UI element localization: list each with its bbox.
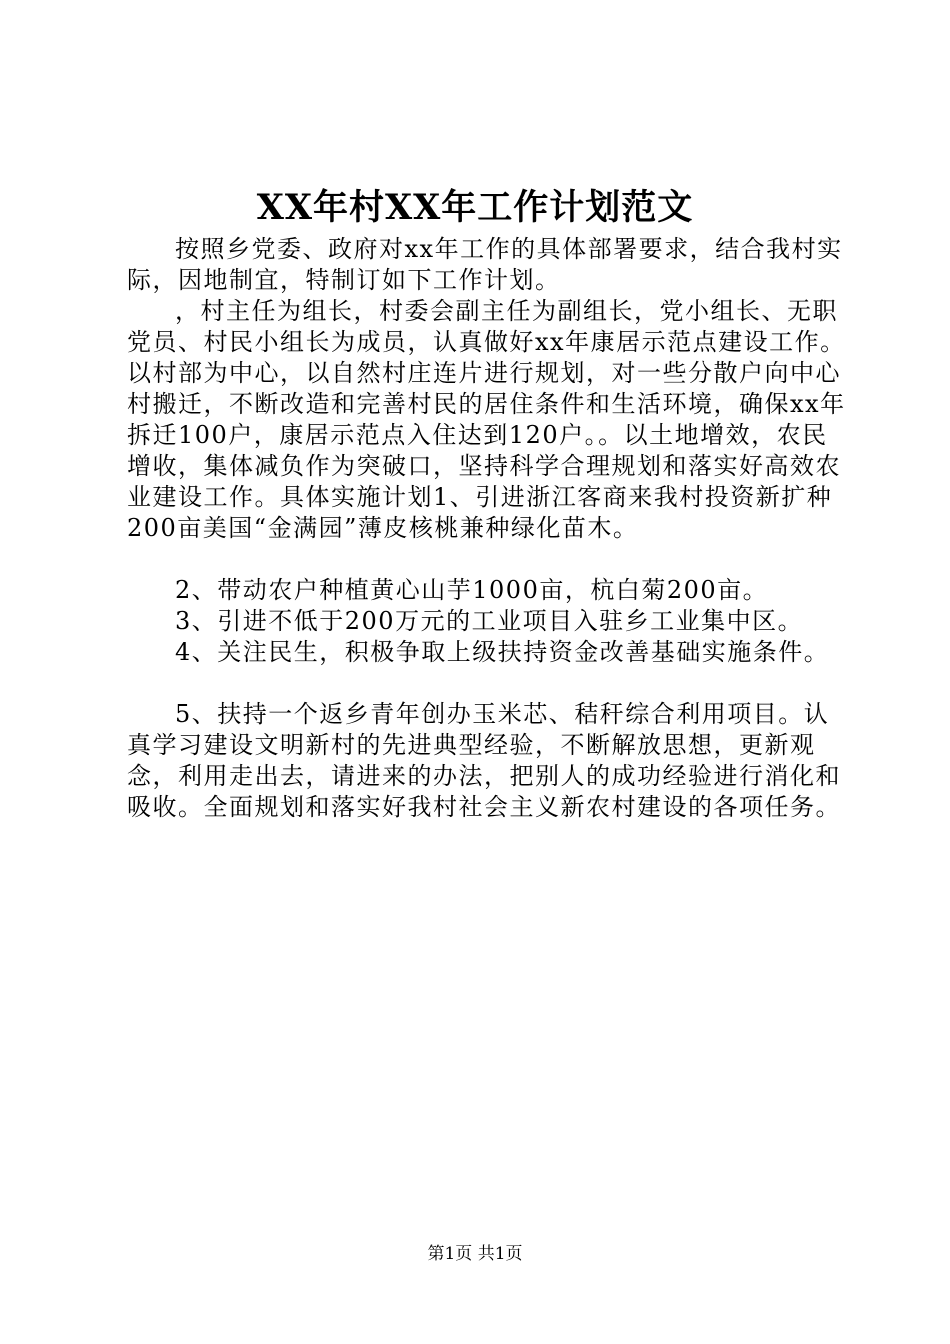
page-footer: 第1页 共1页 (427, 1244, 523, 1264)
document-body (127, 234, 847, 823)
paragraph-item-4: 4、关注民生，积极争取上级扶持资金改善基础实施条件。 (175, 638, 830, 666)
paragraph-plan: ，村主任为组长，村委会副主任为副组长，党小组长、无职党员、村民小组长为成员，认真做好xx年康居示范点建设工作。以村部为中心，以自然村庄连片进行规划，对一些分散户向中心村搬迁，不断改造和完善村民的居住条件和生活环境，确保xx年拆迁100户，康居示范点入住达到120户。。以土地增效，农民增收，集体减负作为突破口，坚持科学合理规划和落实好高效农业建设工作。具体实施计划1、引进浙江客商来我村投资新扩种200亩美国“金满园”薄皮核桃兼种绿化苗木。 (127, 297, 846, 542)
paragraph-item-5: 5、扶持一个返乡青年创办玉米芯、秸秆综合利用项目。认真学习建设文明新村的先进典型经验，不断解放思想，更新观念，利用走出去，请进来的办法，把别人的成功经验进行消化和吸收。全面规划和落实好我村社会主义新农村建设的各项任务。 (127, 700, 841, 821)
document-title: XX年村XX年工作计划范文 (256, 187, 694, 228)
paragraph-item-2: 2、带动农户种植黄心山芋1000亩，杭白菊200亩。 (175, 576, 769, 604)
paragraph-item-3: 3、引进不低于200万元的工业项目入驻乡工业集中区。 (175, 607, 804, 635)
paragraph-intro: 按照乡党委、政府对xx年工作的具体部署要求，结合我村实际，因地制宜，特制订如下工作计划。 (127, 235, 843, 294)
